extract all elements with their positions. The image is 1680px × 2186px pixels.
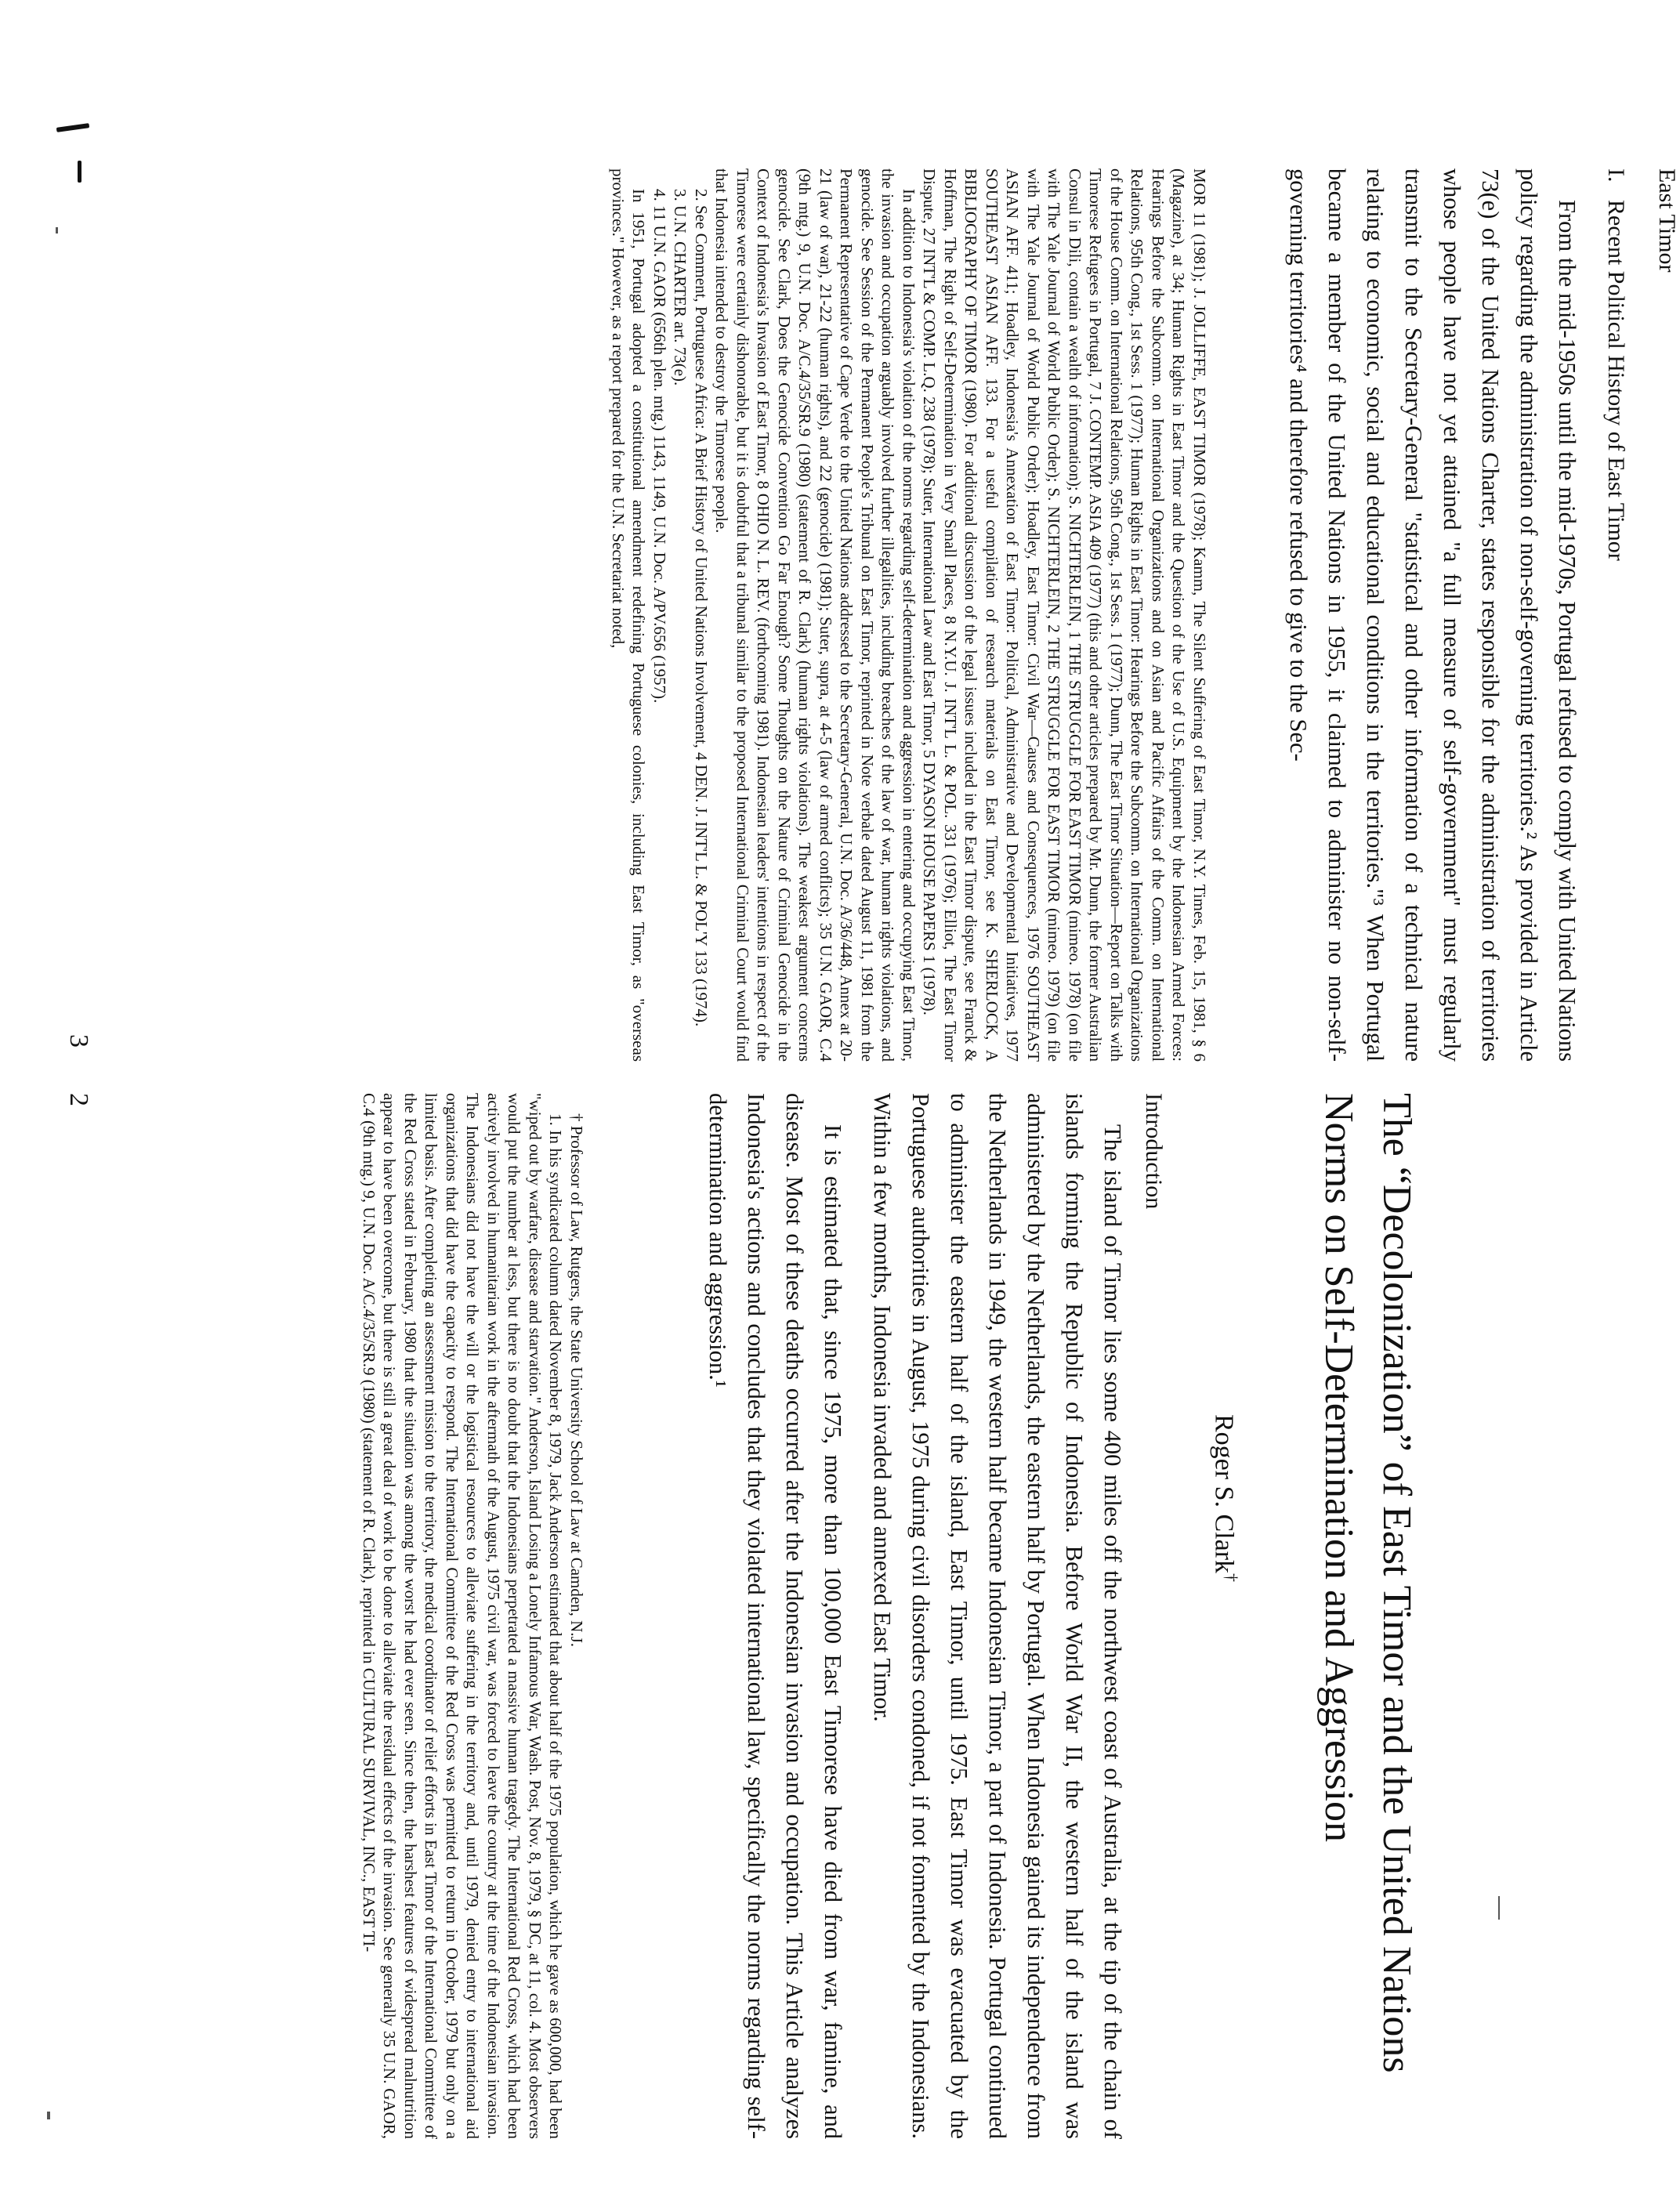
- footnote-4: 4. 11 U.N. GAOR (656th plen. mtg.) 1143, 1149, U.N. Doc. A/PV.656 (1957).: [650, 189, 669, 704]
- footnote-paragraph: In 1951, Portugal adopted a constitutional amendment redefining Portuguese colonies, including East Timor, as "overseas provinces." However, as a report prepared for the U.N. Secretariat noted,: [609, 168, 649, 1062]
- running-head: East Timor: [1654, 168, 1680, 273]
- author-name: Roger S. Clark: [1209, 1414, 1239, 1574]
- page-3-content: [0, 0, 1680, 1089]
- footnote-dagger: † Professor of Law, Rutgers, the State University School of Law at Camden, N.J.: [567, 1113, 586, 1648]
- author-line: [1209, 1414, 1241, 1582]
- paragraph: From the mid-1950s until the mid-1970s, Portugal refused to comply with United Nations policy regarding the administration of non-self-governing territories.² As provided in Article 73(e) of the United Nations Charter, states responsible for the administration of territories whose people have not yet attained "a full measure of self-government" must regularly transmit to the Secretary-General "statistical and other information of a technical nature relating to economic, social and educational conditions in the territories."³ When Portugal became a member of the United Nations in 1955, it claimed to administer no non-self-governing territories⁴ and therefore refused to give to the Sec-: [1285, 168, 1580, 1062]
- paragraph: The island of Timor lies some 400 miles off the northwest coast of Australia, at the tip of the chain of islands forming the Republic of Indonesia. Before World War II, the western half of the island was administered by the Netherlands, the eastern half by Portugal. When Indonesia gained its independence from the Netherlands in 1949, the western half became Indonesian Timor, a part of Indonesia. Portugal continued to administer the eastern half of the island, East Timor, until 1975. East Timor was evacuated by the Portuguese authorities in August, 1975 during civil disorders condoned, if not fomented by the Indonesians. Within a few months, Indonesia invaded and annexed East Timor.: [869, 1093, 1126, 2139]
- section-one-heading: I. Recent Political History of East Timor: [1603, 168, 1629, 561]
- section-one-body: [1279, 168, 1586, 1062]
- introduction-heading: Introduction: [1141, 1093, 1167, 1210]
- page-2-content: [0, 1093, 1680, 2182]
- article-title-text: The “Decolonization” of East Timor and the United Nations Norms on Self-Determination and Aggression: [1316, 1093, 1419, 2073]
- introduction-body: [698, 1093, 1131, 2139]
- paragraph: It is estimated that, since 1975, more than 100,000 East Timorese have died from war, famine, and disease. Most of these deaths occurred after the Indonesian invasion and occupation. This Article analyzes Indonesia's actions and concludes that they violated international law, specifically the norms regarding self-determination and aggression.¹: [704, 1093, 846, 2139]
- footnote-continuation: MOR 11 (1981); J. JOLLIFFE, EAST TIMOR (1978); Kamm, The Silent Suffering of East Timor, N.Y. Times, Feb. 15, 1981, § 6 (Magazine), at 34; Human Rights in East Timor and the Question of the Use of U.S. Equipment by the Indonesian Armed Forces: Hearings Before the Subcomm. on International Organizations and on Asian and Pacific Affairs of the Comm. on International Relations, 95th Cong., 1st Sess. 1 (1977); Human Rights in East Timor: Hearings Before the Subcomm. on International Organizations of the House Comm. on International Relations, 95th Cong., 1st Sess. 1 (1977); Dunn, The East Timor Situation—Report on Talks with Timorese Refugees in Portugal, 7 J. CONTEMP. ASIA 409 (1977) (this and other articles prepared by Mr. Dunn, the former Australian Consul in Dili, contain a wealth of information); S. NICHTERLEIN, 1 THE STRUGGLE FOR EAST TIMOR (mimeo. 1978) (on file with The Yale Journal of World Public Order); S. NICHTERLEIN, 2 THE STRUGGLE FOR EAST TIMOR (mimeo. 1979) (on file with The Yale Journal of World Public Order); Hoadley, East Timor: Civil War—Causes and Consequences, 1976 SOUTHEAST ASIAN AFF. 411; Hoadley, Indonesia's Annexation of East Timor: Political, Administrative and Developmental Initiatives, 1977 SOUTHEAST ASIAN AFF. 133. For a useful compilation of research materials on East Timor, see K. SHERLOCK, A BIBLIOGRAPHY OF TIMOR (1980). For additional discussion of the legal issues included in the East Timor dispute, see Franck & Hoffman, The Right of Self-Determination in Very Small Places, 8 N.Y.U. J. INT'L L. & POL. 331 (1976); Elliot, The East Timor Dispute, 27 INT'L & COMP. L.Q. 238 (1978); Suter, International Law and East Timor, 5 DYASON HOUSE PAPERS 1 (1978).: [920, 168, 1209, 1062]
- footnotes-page-2: [359, 1093, 588, 2139]
- footnote-3: 3. U.N. CHARTER art. 73(e).: [671, 189, 690, 386]
- page-number-3: 3: [64, 1034, 93, 1048]
- footnote-2: 2. See Comment, Portuguese Africa: A Brief History of United Nations Involvement, 4 DEN. J. INT'L L. & POL'Y 133 (1974).: [692, 189, 711, 1027]
- footnote-paragraph: In addition to Indonesia's violation of the norms regarding self-determination and aggression in entering and occupying East Timor, the invasion and occupation arguably involved further illegalities, including breaches of the law of war, human rights violations, and genocide. See Session of the Permanent People's Tribunal on East Timor, reprinted in Note verbale dated August 11, 1981 from the Permanent Representative of Cape Verde to the United Nations addressed to the Secretary-General, U.N. Doc. A/36/448, Annex at 20-21 (law of war), 21-22 (human rights), and 22 (genocide) (1981); Suter, supra, at 4-5 (law of armed conflicts); 35 U.N. GAOR, C.4 (9th mtg.) 9, U.N. Doc. A/C.4/35/SR.9 (1980) (statement of R. Clark) (human rights violations). The weakest argument concerns genocide. See Clark, Does the Genocide Convention Go Far Enough? Some Thoughts on the Nature of Criminal Genocide in the Context of Indonesia's Invasion of East Timor, 8 OHIO N. L. REV. (forthcoming 1981). Indonesian leaders' intentions in respect of the Timorese were certainly dishonorable, but it is doubtful that a tribunal similar to the proposed International Criminal Court would find that Indonesia intended to destroy the Timorese people.: [712, 168, 918, 1062]
- footnote-1: 1. In his syndicated column dated November 8, 1979, Jack Anderson estimated that about half of the 1975 population, which he gave as 600,000, had been "wiped out by warfare, disease and starvation." Anderson, Island Losing a Lonely Infamous War, Wash. Post, Nov. 8, 1979, § DC, at 11, col. 4. Most observers would put the number at less, but there is no doubt that the Indonesians perpetrated a massive human tragedy. The International Red Cross, which had been actively involved in humanitarian work in the aftermath of the August, 1975 civil war, was forced to leave the country at the time of the Indonesian invasion. The Indonesians did not have the will or the logistical resources to alleviate suffering in the territory and, until 1979, denied entry to international aid organizations that did have the capacity to respond. The International Committee of the Red Cross was permitted to return in October, 1979 but only on a limited basis. After completing an assessment mission to the territory, the medical coordinator of relief efforts in East Timor of the International Committee of the Red Cross stated in February, 1980 that the situation was among the worst he had ever seen. Since then, the harshest features of widespread malnutrition appear to have been overcome, but there is still a great deal of work to be done to alleviate the residual effects of the invasion. See generally 35 U.N. GAOR, C.4 (9th mtg.) 9, U.N. Doc. A/C.4/35/SR.9 (1980) (statement of R. Clark), reprinted in CULTURAL SURVIVAL, INC., EAST TI-: [360, 1093, 566, 2139]
- page-number-2: 2: [64, 1093, 93, 1106]
- author-footnote-mark: †: [1222, 1573, 1241, 1583]
- footnotes-page-3: [608, 168, 1211, 1062]
